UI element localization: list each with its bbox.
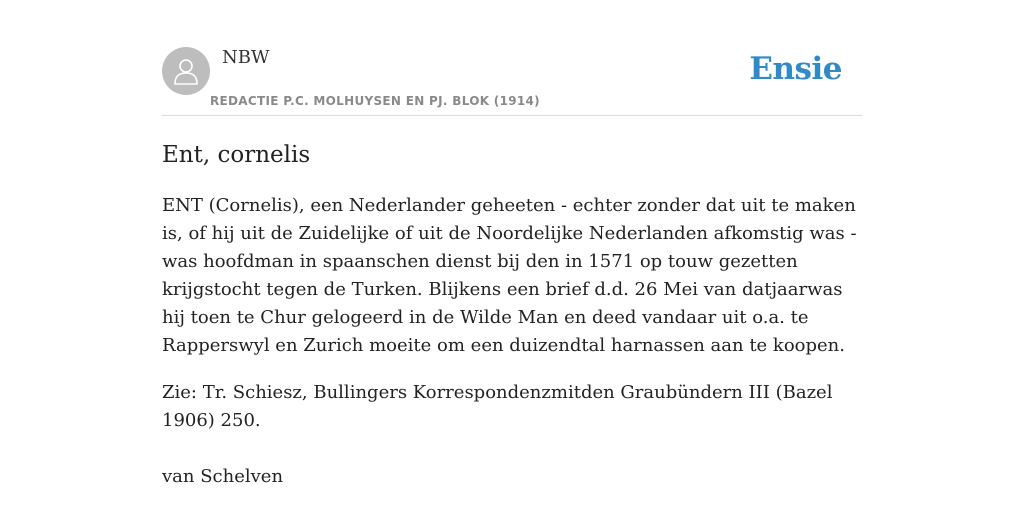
user-icon xyxy=(173,57,199,85)
brand-logo[interactable]: Ensie xyxy=(749,51,842,87)
source-name[interactable]: NBW xyxy=(222,47,270,68)
article-paragraph: ENT (Cornelis), een Nederlander geheeten - echter zonder dat uit te maken is, of hij uit de Zuidelijke of uit de Noordelijke Nederlanden afkomstig was - was hoofdman in spaanschen dienst bij den in 1571 op touw gezetten krijgstocht tegen de Turken. Blijkens een brief d.d. 26 Mei van datjaarwas hij toen te Chur gelogeerd in de Wilde Man en deed vandaar uit o.a. te Rapperswyl en Zurich moeite om een duizendtal harnassen aan te koopen. xyxy=(162,195,857,356)
article-author: van Schelven xyxy=(162,466,284,487)
source-avatar[interactable] xyxy=(162,47,210,95)
article-header xyxy=(162,0,862,116)
article-reference: Zie: Tr. Schiesz, Bullingers Korrespondenzmitden Graubündern III (Bazel 1906) 250. xyxy=(162,382,833,431)
article-title: Ent, cornelis xyxy=(162,142,311,168)
page xyxy=(162,0,862,487)
source-subtitle: REDACTIE P.C. MOLHUYSEN EN PJ. BLOK (1914) xyxy=(210,94,540,108)
